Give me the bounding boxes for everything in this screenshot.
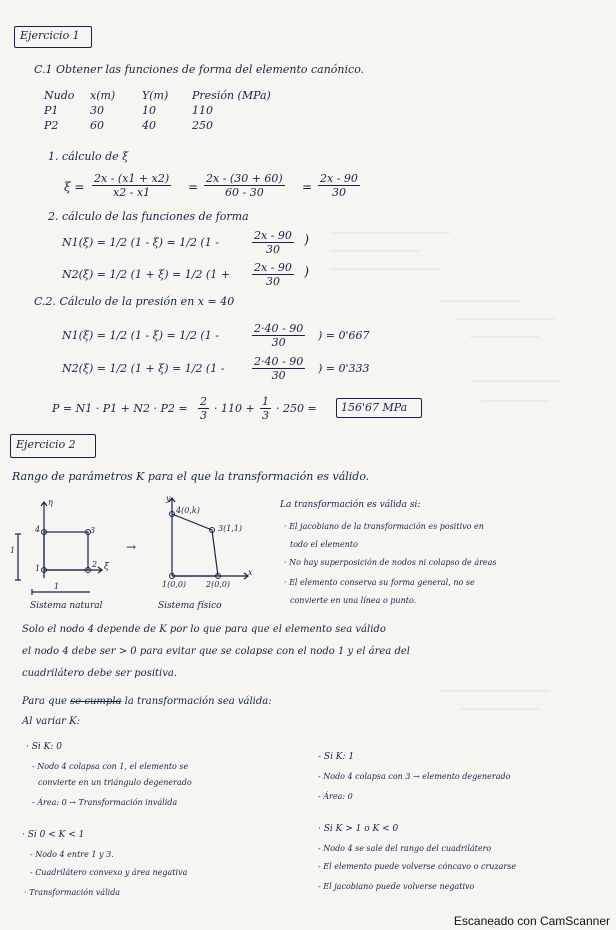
- n1-result: ) = 0'667: [318, 329, 370, 342]
- canonical-square: [44, 532, 88, 570]
- label-dim-bottom: 1: [54, 582, 60, 591]
- label-node-4-nat: 4: [35, 525, 41, 534]
- label-xi: ξ: [104, 562, 109, 572]
- n2-result: ) = 0'333: [318, 362, 370, 375]
- n1-evaluation: N1(ξ) = 1/2 (1 - ξ) = 1/2 (1 -: [62, 329, 219, 342]
- c2-heading: C.2. Cálculo de la presión en x = 40: [34, 295, 235, 308]
- valid-intro: La transformación es válida si:: [280, 500, 421, 510]
- table-header-cell: Y(m): [142, 89, 169, 102]
- valid-item: todo el elemento: [290, 540, 358, 549]
- label-node-3-nat: 3: [90, 526, 96, 535]
- label-x: x: [248, 568, 253, 577]
- n2-definition: N2(ξ) = 1/2 (1 + ξ) = 1/2 (1 +: [62, 268, 230, 281]
- step1-label: 1. cálculo de ξ: [48, 150, 129, 163]
- nodes-table-header: [44, 88, 271, 103]
- n1e-den: 30: [271, 336, 286, 349]
- table-cell: 110: [192, 104, 213, 117]
- n2-evaluation: N2(ξ) = 1/2 (1 + ξ) = 1/2 (1 -: [62, 362, 225, 375]
- table-header-cell: x(m): [90, 89, 116, 102]
- transform-arrow: →: [126, 540, 137, 554]
- valor-k: Al variar K:: [22, 716, 80, 727]
- label-eta: η: [48, 498, 53, 507]
- p-fraction-2: [260, 395, 271, 422]
- label-node-1-phys: 1(0,0): [162, 580, 187, 589]
- case-k0-line: - Nodo 4 colapsa con 1, el elemento se: [32, 762, 189, 771]
- xi-fraction-2: [204, 172, 285, 199]
- ex2-heading: Rango de parámetros K para el que la transformación es válido.: [12, 470, 370, 483]
- para-que-text: Para que: [22, 696, 67, 707]
- label-node-3-phys: 3(1,1): [218, 524, 243, 533]
- case-k01-line: - Cuadrilátero convexo y área negativa: [30, 868, 188, 877]
- label-node-1-nat: 1: [35, 564, 41, 573]
- ex1-title: Ejercicio 1: [20, 29, 80, 42]
- xi-f1-num: 2x - (x1 + x2): [94, 172, 170, 185]
- table-cell: 30: [90, 104, 104, 117]
- xi-f1-den: x2 - x1: [112, 186, 151, 199]
- case-k01-line: · Si 0 < K < 1: [22, 830, 85, 840]
- xi-fraction-3: [318, 172, 360, 199]
- c1-heading: C.1 Obtener las funciones de forma del elemento canónico.: [34, 63, 365, 76]
- p-f2-den: 3: [262, 409, 269, 422]
- case-k0-line: - Área: 0 → Transformación inválida: [32, 798, 178, 807]
- table-cell: 40: [142, 119, 156, 132]
- table-cell: 250: [192, 119, 213, 132]
- xi-f3-num: 2x - 90: [320, 172, 358, 185]
- n2-den: 30: [265, 275, 280, 288]
- xi-fraction-1: [92, 172, 171, 199]
- natural-system-caption: Sistema natural: [30, 601, 103, 611]
- valid-item: · El jacobiano de la transformación es positivo en: [284, 522, 484, 531]
- table-header-cell: Nudo: [44, 89, 75, 102]
- n1-fraction: [252, 229, 294, 256]
- xi-f2-den: 60 - 30: [224, 186, 264, 199]
- table-cell: P2: [44, 119, 59, 132]
- ex2-title: Ejercicio 2: [16, 438, 76, 451]
- xi-lhs: ξ =: [64, 180, 85, 194]
- step2-label: 2. cálculo de las funciones de forma: [48, 210, 249, 223]
- n1-eval-fraction: [252, 322, 305, 349]
- table-cell: 10: [142, 104, 156, 117]
- n1-close-paren: ): [304, 233, 310, 248]
- label-node-2-nat: 2: [92, 560, 98, 569]
- xi-equals-2: =: [302, 180, 313, 194]
- paragraph-line: cuadrilátero debe ser positiva.: [22, 668, 178, 679]
- physical-element: [172, 514, 218, 576]
- case-kout-line: - El jacobiano puede volverse negativo: [318, 882, 475, 891]
- label-y: y: [166, 494, 171, 503]
- p-mid: · 110 +: [214, 402, 255, 415]
- n2e-den: 30: [271, 369, 286, 382]
- paragraph-line: el nodo 4 debe ser > 0 para evitar que se colapse con el nodo 1 y el área del: [22, 646, 410, 657]
- n2-close-paren: ): [304, 265, 310, 280]
- xi-equals: =: [188, 180, 199, 194]
- label-node-4-phys: 4(0,k): [176, 506, 200, 515]
- n2e-num: 2·40 - 90: [254, 355, 304, 368]
- case-k1-line: - Área: 0: [318, 792, 353, 801]
- scanner-watermark: Escaneado con CamScanner: [453, 914, 610, 928]
- case-kout-line: - Nodo 4 se sale del rango del cuadrilátero: [318, 844, 492, 853]
- natural-system-diagram: [10, 492, 120, 602]
- table-header-cell: Presión (MPa): [192, 89, 271, 102]
- valid-item: · No hay superposición de nodos ni colapso de áreas: [284, 558, 497, 567]
- p-f2-num: 1: [262, 395, 269, 408]
- p-f1-num: 2: [200, 395, 207, 408]
- pressure-formula: P = N1 · P1 + N2 · P2 =: [52, 402, 188, 415]
- valid-item: · El elemento conserva su forma general, no se: [284, 578, 475, 587]
- pressure-result: 156'67 MPa: [341, 401, 408, 414]
- struck-word: se cumpla: [70, 696, 122, 707]
- p-tail: · 250 =: [276, 402, 317, 415]
- case-k01-line: · Transformación válida: [24, 888, 121, 897]
- para-que-rest: la transformación sea válida:: [124, 696, 272, 707]
- table-row: [44, 118, 271, 133]
- physical-system-caption: Sistema físico: [158, 601, 222, 611]
- xi-f3-den: 30: [331, 186, 346, 199]
- xi-f2-num: 2x - (30 + 60): [206, 172, 283, 185]
- n1-num: 2x - 90: [254, 229, 292, 242]
- n1-den: 30: [265, 243, 280, 256]
- table-cell: P1: [44, 104, 59, 117]
- n2-eval-fraction: [252, 355, 305, 382]
- case-k0-line: convierte en un triángulo degenerado: [38, 778, 192, 787]
- case-kout-line: - El elemento puede volverse cóncavo o cruzarse: [318, 862, 517, 871]
- label-node-2-phys: 2(0,0): [206, 580, 231, 589]
- para-que-line: [22, 696, 272, 707]
- label-dim-side: 1: [10, 546, 16, 555]
- valid-item: convierte en una línea o punto.: [290, 596, 417, 605]
- case-k1-line: - Si K: 1: [318, 752, 355, 762]
- case-k01-line: - Nodo 4 entre 1 y 3.: [30, 850, 114, 859]
- nodes-table: [44, 88, 271, 133]
- n2-num: 2x - 90: [254, 261, 292, 274]
- n2-fraction: [252, 261, 294, 288]
- p-fraction-1: [198, 395, 209, 422]
- table-cell: 60: [90, 119, 104, 132]
- case-k0-line: · Si K: 0: [26, 742, 62, 752]
- table-row: [44, 103, 271, 118]
- n1e-num: 2·40 - 90: [254, 322, 304, 335]
- paragraph-line: Solo el nodo 4 depende de K por lo que para que el elemento sea válido: [22, 624, 386, 635]
- case-k1-line: - Nodo 4 colapsa con 3 → elemento degenerado: [318, 772, 511, 781]
- case-kout-line: · Si K > 1 o K < 0: [318, 824, 399, 834]
- n1-definition: N1(ξ) = 1/2 (1 - ξ) = 1/2 (1 -: [62, 236, 219, 249]
- p-f1-den: 3: [200, 409, 207, 422]
